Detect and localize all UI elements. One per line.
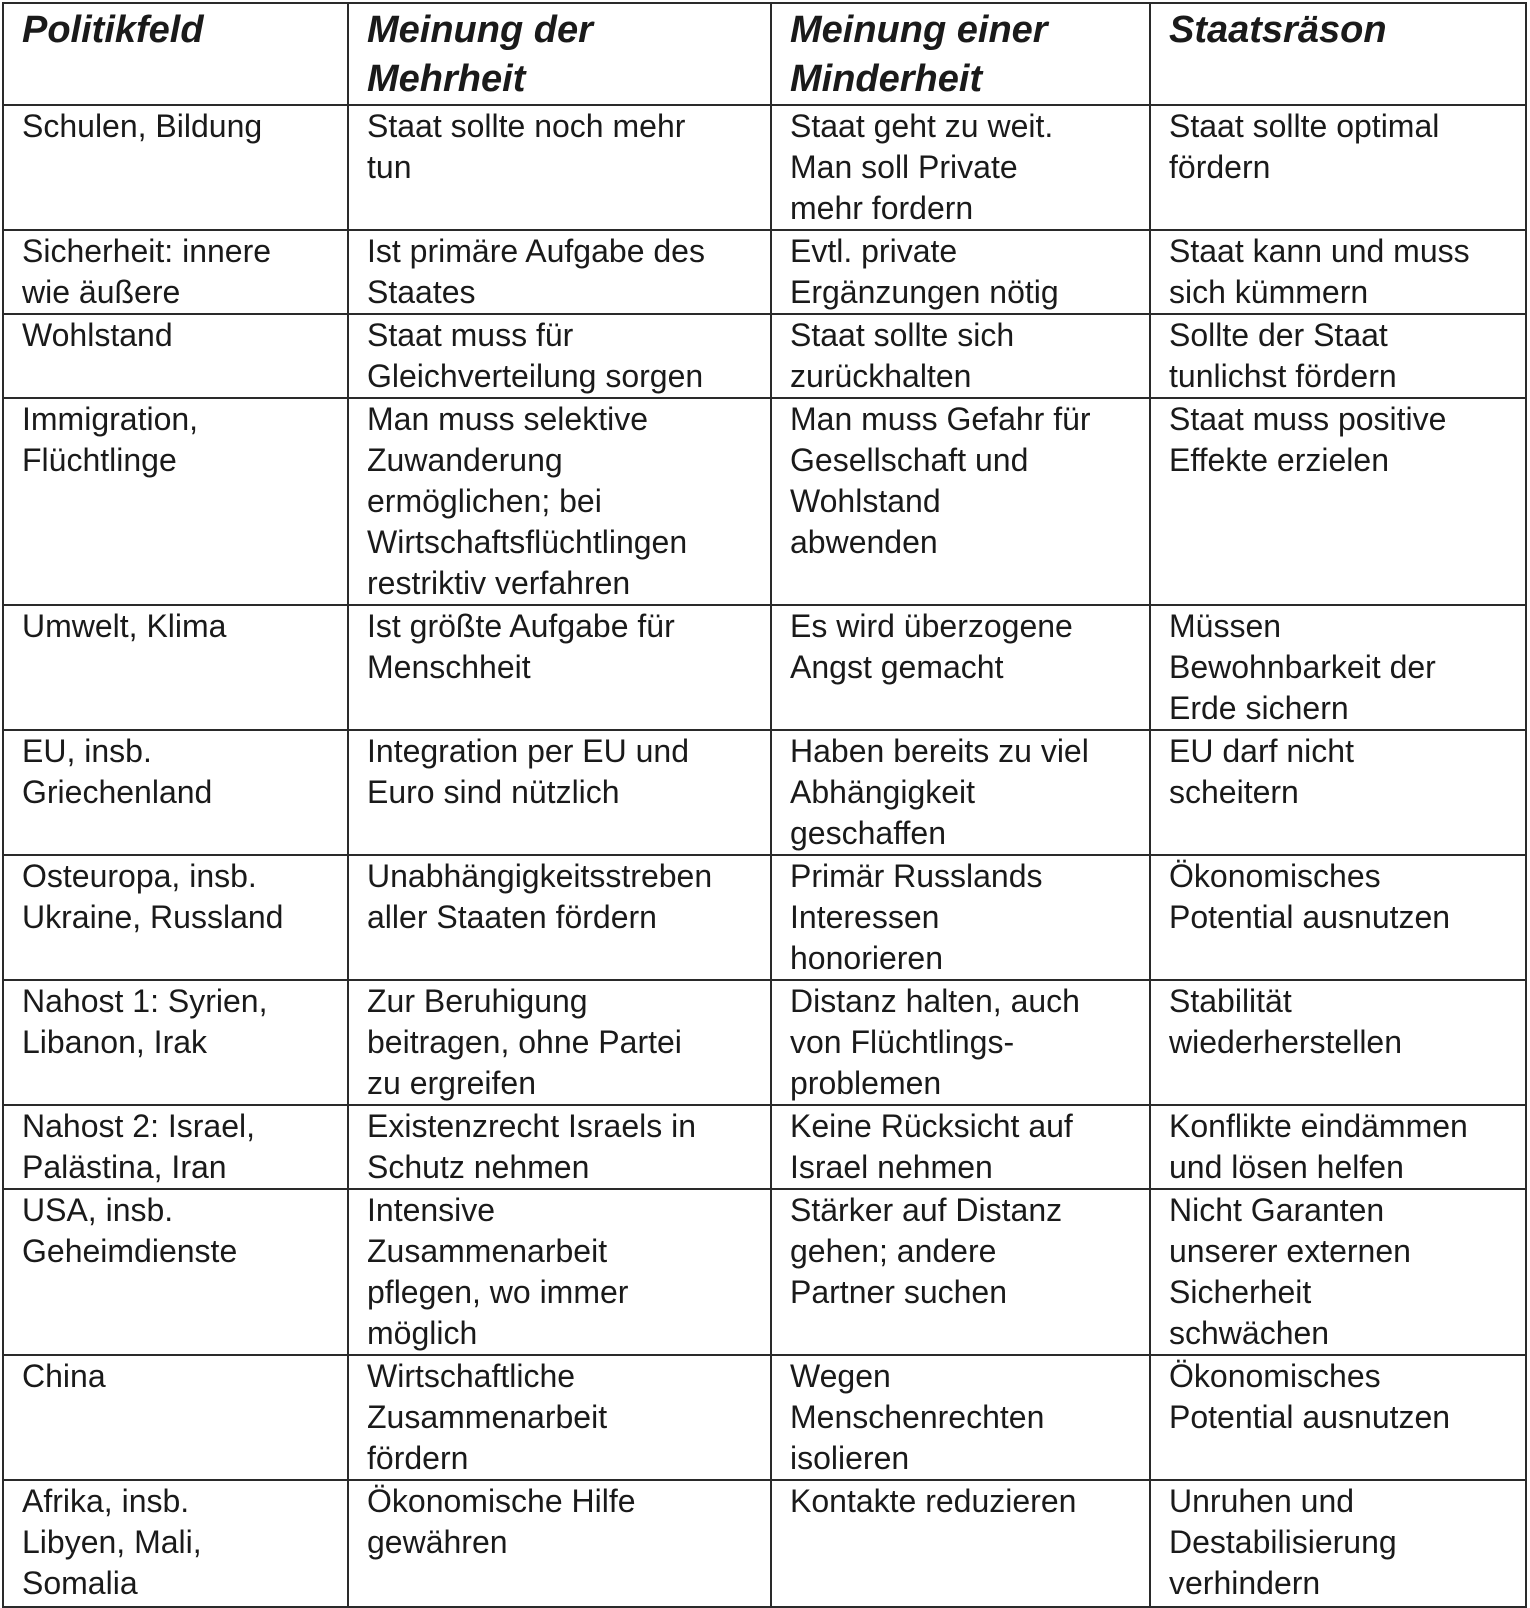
cell-staatsraeson: Ökonomisches Potential ausnutzen	[1150, 1355, 1526, 1480]
table-row	[3, 314, 1526, 398]
policy-table	[2, 2, 1527, 1608]
cell-mehrheit: Unabhängigkeitsstreben aller Staaten fördern	[348, 855, 771, 980]
cell-mehrheit: Zur Beruhigung beitragen, ohne Partei zu ergreifen	[348, 980, 771, 1105]
cell-minderheit: Wegen Menschenrechten isolieren	[771, 1355, 1150, 1480]
cell-mehrheit: Intensive Zusammenarbeit pflegen, wo immer möglich	[348, 1189, 771, 1355]
cell-politikfeld: Osteuropa, insb. Ukraine, Russland	[3, 855, 348, 980]
cell-mehrheit: Existenzrecht Israels in Schutz nehmen	[348, 1105, 771, 1189]
cell-staatsraeson: Konflikte eindämmen und lösen helfen	[1150, 1105, 1526, 1189]
cell-staatsraeson: Staat kann und muss sich kümmern	[1150, 230, 1526, 314]
cell-minderheit: Staat sollte sich zurückhalten	[771, 314, 1150, 398]
cell-politikfeld: EU, insb. Griechenland	[3, 730, 348, 855]
cell-minderheit: Haben bereits zu viel Abhängigkeit geschaffen	[771, 730, 1150, 855]
cell-politikfeld: USA, insb. Geheimdienste	[3, 1189, 348, 1355]
cell-mehrheit: Integration per EU und Euro sind nützlich	[348, 730, 771, 855]
cell-staatsraeson: EU darf nicht scheitern	[1150, 730, 1526, 855]
cell-politikfeld: Schulen, Bildung	[3, 105, 348, 230]
cell-politikfeld: Wohlstand	[3, 314, 348, 398]
cell-staatsraeson: Stabilität wiederherstellen	[1150, 980, 1526, 1105]
cell-staatsraeson: Ökonomisches Potential ausnutzen	[1150, 855, 1526, 980]
table-row	[3, 605, 1526, 730]
table-row	[3, 105, 1526, 230]
cell-staatsraeson: Sollte der Staat tunlichst fördern	[1150, 314, 1526, 398]
header-meinung-mehrheit: Meinung der Mehrheit	[348, 3, 771, 105]
table-row	[3, 230, 1526, 314]
table-row	[3, 1480, 1526, 1607]
cell-minderheit: Distanz halten, auch von Flüchtlings- problemen	[771, 980, 1150, 1105]
cell-politikfeld: Immigration, Flüchtlinge	[3, 398, 348, 605]
cell-minderheit: Keine Rücksicht auf Israel nehmen	[771, 1105, 1150, 1189]
cell-politikfeld: China	[3, 1355, 348, 1480]
cell-staatsraeson: Müssen Bewohnbarkeit der Erde sichern	[1150, 605, 1526, 730]
table-row	[3, 1105, 1526, 1189]
cell-minderheit: Es wird überzogene Angst gemacht	[771, 605, 1150, 730]
cell-mehrheit: Wirtschaftliche Zusammenarbeit fördern	[348, 1355, 771, 1480]
cell-staatsraeson: Unruhen und Destabilisierung verhindern	[1150, 1480, 1526, 1607]
cell-minderheit: Evtl. private Ergänzungen nötig	[771, 230, 1150, 314]
cell-minderheit: Staat geht zu weit. Man soll Private mehr fordern	[771, 105, 1150, 230]
cell-politikfeld: Umwelt, Klima	[3, 605, 348, 730]
cell-politikfeld: Afrika, insb. Libyen, Mali, Somalia	[3, 1480, 348, 1607]
table-row	[3, 855, 1526, 980]
table-row	[3, 730, 1526, 855]
cell-mehrheit: Man muss selektive Zuwanderung ermöglichen; bei Wirtschaftsflüchtlingen restriktiv verfahren	[348, 398, 771, 605]
table-row	[3, 1355, 1526, 1480]
cell-politikfeld: Nahost 1: Syrien, Libanon, Irak	[3, 980, 348, 1105]
cell-staatsraeson: Nicht Garanten unserer externen Sicherheit schwächen	[1150, 1189, 1526, 1355]
table-header-row	[3, 3, 1526, 105]
cell-staatsraeson: Staat muss positive Effekte erzielen	[1150, 398, 1526, 605]
cell-mehrheit: Ökonomische Hilfe gewähren	[348, 1480, 771, 1607]
header-politikfeld: Politikfeld	[3, 3, 348, 105]
header-meinung-minderheit: Meinung einer Minderheit	[771, 3, 1150, 105]
table-row	[3, 398, 1526, 605]
cell-mehrheit: Ist primäre Aufgabe des Staates	[348, 230, 771, 314]
cell-minderheit: Kontakte reduzieren	[771, 1480, 1150, 1607]
cell-politikfeld: Nahost 2: Israel, Palästina, Iran	[3, 1105, 348, 1189]
cell-staatsraeson: Staat sollte optimal fördern	[1150, 105, 1526, 230]
table-row	[3, 1189, 1526, 1355]
cell-mehrheit: Ist größte Aufgabe für Menschheit	[348, 605, 771, 730]
cell-mehrheit: Staat muss für Gleichverteilung sorgen	[348, 314, 771, 398]
header-staatsraeson: Staatsräson	[1150, 3, 1526, 105]
table-row	[3, 980, 1526, 1105]
cell-minderheit: Primär Russlands Interessen honorieren	[771, 855, 1150, 980]
cell-mehrheit: Staat sollte noch mehr tun	[348, 105, 771, 230]
cell-politikfeld: Sicherheit: innere wie äußere	[3, 230, 348, 314]
cell-minderheit: Man muss Gefahr für Gesellschaft und Wohlstand abwenden	[771, 398, 1150, 605]
cell-minderheit: Stärker auf Distanz gehen; andere Partner suchen	[771, 1189, 1150, 1355]
